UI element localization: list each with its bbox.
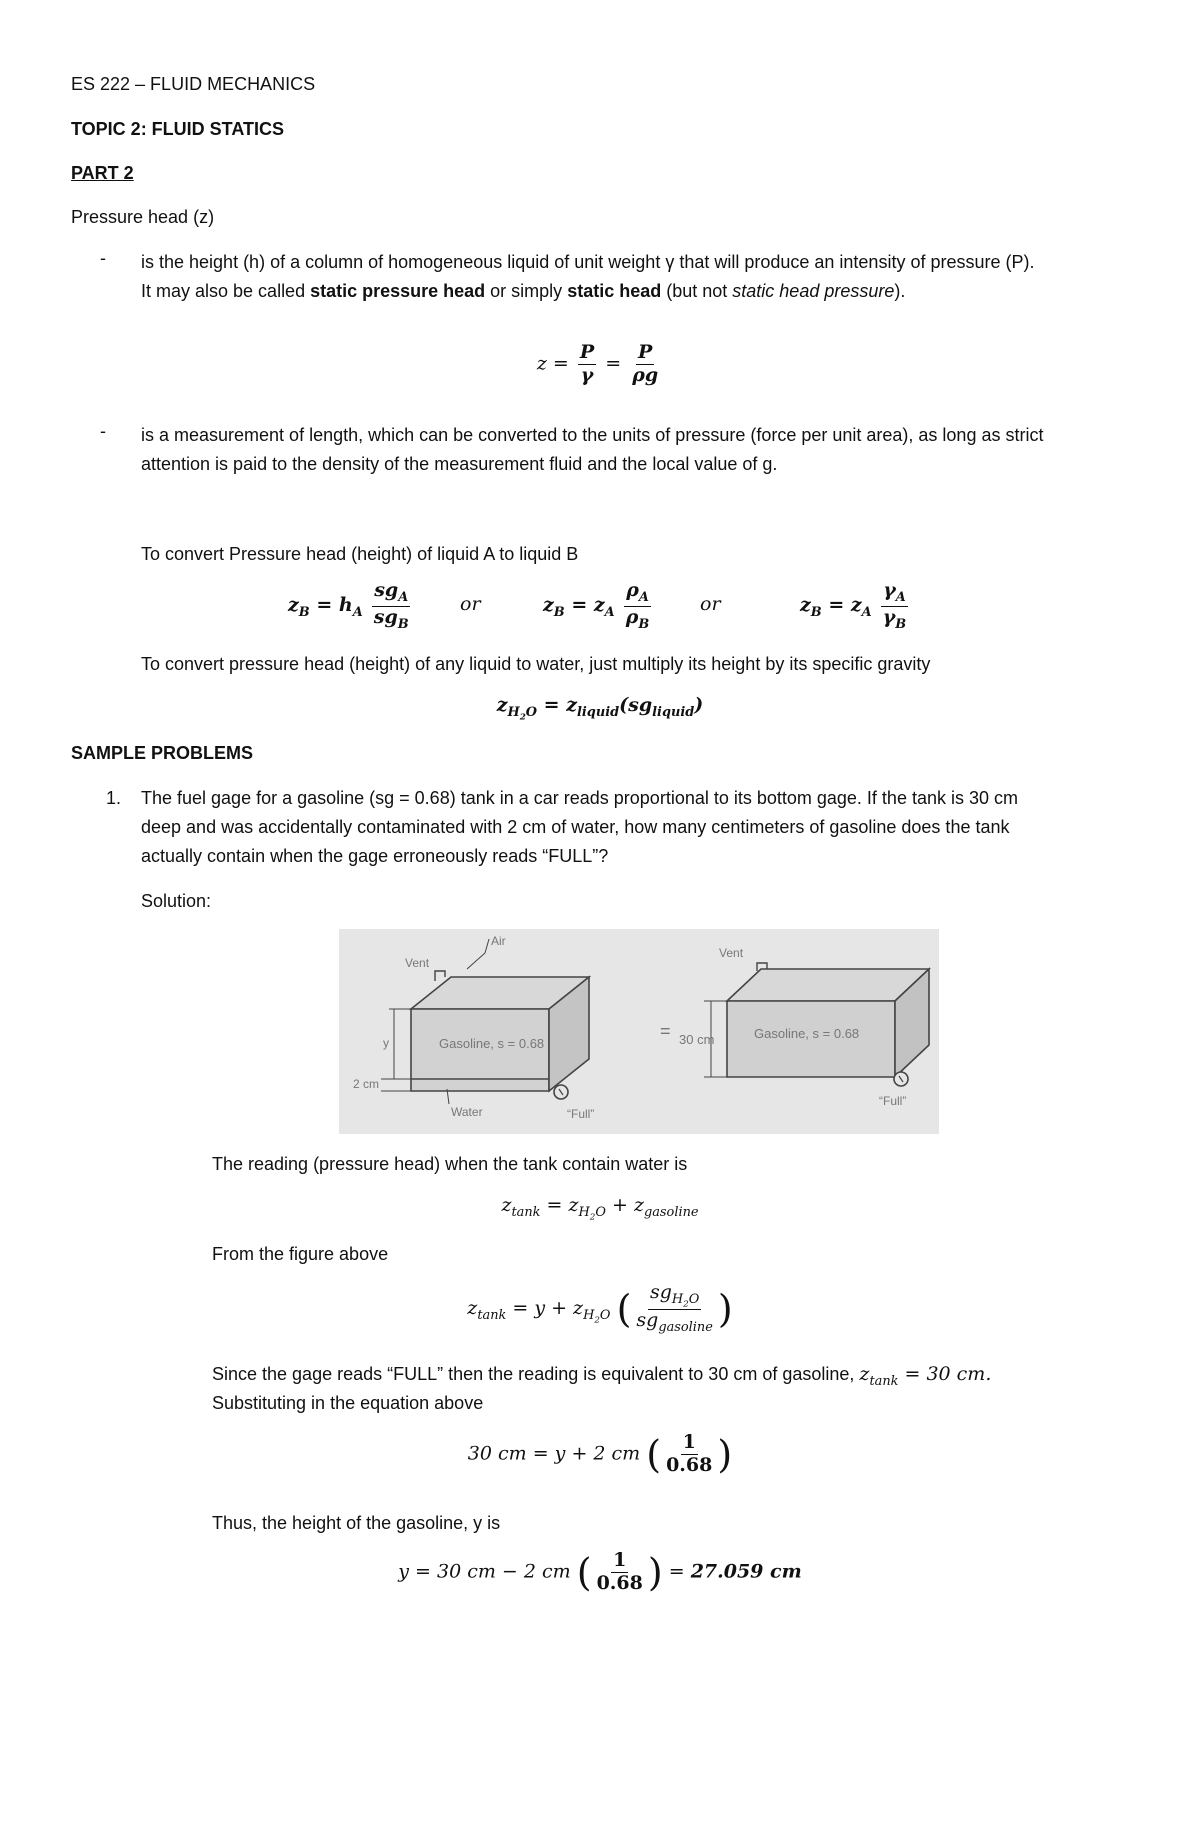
problem-number: 1. bbox=[106, 788, 122, 808]
fig-y-label: y bbox=[383, 1036, 389, 1050]
equation-water-conversion: $z_{H_2O} = z_{liquid}(sg_{liquid})$ bbox=[496, 694, 704, 723]
fig-30cm-label: 30 cm bbox=[679, 1032, 715, 1047]
convert-ab-text: To convert Pressure head (height) of liquid A to liquid B bbox=[141, 544, 579, 564]
bullet1-line1: is the height (h) of a column of homogeneous liquid of unit weight γ that will produce an intensity of pressure (P). bbox=[141, 252, 1035, 272]
fig-gasoline-right: Gasoline, s = 0.68 bbox=[754, 1026, 860, 1041]
sample-problems-heading: SAMPLE PROBLEMS bbox=[71, 743, 254, 763]
solution-label: Solution: bbox=[141, 891, 212, 911]
course-title: ES 222 – FLUID MECHANICS bbox=[71, 74, 316, 94]
since-text: Since the gage reads “FULL” then the reading is equivalent to 30 cm of gasoline, bbox=[212, 1364, 855, 1384]
equation-convert-sg: $z_B = h_A$ $\frac{sg_A}{sg_B}$ bbox=[288, 579, 409, 632]
pressure-head-title: Pressure head (z) bbox=[71, 207, 215, 227]
static-pressure-head-term: static pressure head bbox=[310, 281, 486, 301]
fig-water-label: Water bbox=[451, 1105, 483, 1119]
equation-pressure-head: z = $\frac{P}{\gamma}$ = $\frac{P}{\rho g}$ bbox=[536, 341, 659, 386]
equation-substitution: 30 cm = y + 2 cm ( $\frac{1}{0.68}$ ) bbox=[467, 1431, 733, 1477]
bullet-marker-2: - bbox=[100, 421, 106, 441]
equation-ztank-sum: $z_{tank} = z_{H_2O} + z_{gasoline}$ bbox=[501, 1194, 699, 1223]
fig-vent-right: Vent bbox=[719, 946, 744, 960]
fig-gasoline-left: Gasoline, s = 0.68 bbox=[439, 1036, 545, 1051]
since-math: $z_{tank} = 30$ cm. bbox=[859, 1363, 992, 1389]
or-word-1: or bbox=[460, 593, 481, 615]
equation-final-answer: y = 30 cm − 2 cm ( $\frac{1}{0.68}$ ) = 27.059 cm bbox=[398, 1549, 802, 1595]
bullet1-text-a: It may also be called bbox=[141, 281, 311, 301]
bullet2-line2: attention is paid to the density of the measurement fluid and the local value of g. bbox=[141, 454, 778, 474]
part-title: PART 2 bbox=[71, 163, 134, 183]
thus-text: Thus, the height of the gasoline, y is bbox=[212, 1513, 501, 1533]
equation-convert-unit-weight: $z_B = z_A$ $\frac{\gamma_A}{\gamma_B}$ bbox=[800, 579, 907, 632]
bullet-marker: - bbox=[100, 248, 106, 268]
fig-2cm-label: 2 cm bbox=[353, 1077, 380, 1091]
bullet1-line2 bbox=[141, 277, 1151, 306]
fig-full-right: “Full” bbox=[879, 1094, 907, 1108]
fig-full-left: “Full” bbox=[567, 1107, 595, 1121]
bullet1-text-e: (but not bbox=[661, 281, 733, 301]
convert-water-text: To convert pressure head (height) of any liquid to water, just multiply its height by its specific gravity bbox=[141, 654, 931, 674]
fig-equals: = bbox=[660, 1021, 671, 1041]
reading-text: The reading (pressure head) when the tank contain water is bbox=[212, 1154, 688, 1174]
topic-title: TOPIC 2: FLUID STATICS bbox=[71, 119, 285, 139]
or-word-2: or bbox=[700, 593, 721, 615]
fig-vent-left: Vent bbox=[405, 956, 430, 970]
bullet1-text-c: or simply bbox=[485, 281, 568, 301]
bullet1-text-g: ). bbox=[894, 281, 906, 301]
since-line2: Substituting in the equation above bbox=[212, 1393, 484, 1413]
tank-figure bbox=[339, 929, 939, 1134]
static-head-term: static head bbox=[567, 281, 662, 301]
problem-line2: deep and was accidentally contaminated with 2 cm of water, how many centimeters of gasoline does the tank bbox=[141, 817, 1010, 837]
bullet2-line1: is a measurement of length, which can be converted to the units of pressure (force per unit area), as long as strict bbox=[141, 425, 1044, 445]
right-tank bbox=[704, 963, 929, 1086]
equation-ztank-figure: $z_{tank} = y + z_{H_2O}$ ( $\frac{sg_{H_2O}}{sg_{gasoline}}$ ) bbox=[467, 1281, 733, 1336]
equation-convert-density: $z_B = z_A$ $\frac{\rho_A}{\rho_B}$ bbox=[543, 579, 650, 632]
from-figure-text: From the figure above bbox=[212, 1244, 389, 1264]
problem-line3: actually contain when the gage erroneously reads “FULL”? bbox=[141, 846, 609, 866]
static-head-pressure-term: static head pressure bbox=[732, 281, 895, 301]
fig-air-label: Air bbox=[491, 934, 506, 948]
problem-line1: The fuel gage for a gasoline (sg = 0.68) tank in a car reads proportional to its bottom gage. If the tank is 30 cm bbox=[141, 788, 1018, 808]
